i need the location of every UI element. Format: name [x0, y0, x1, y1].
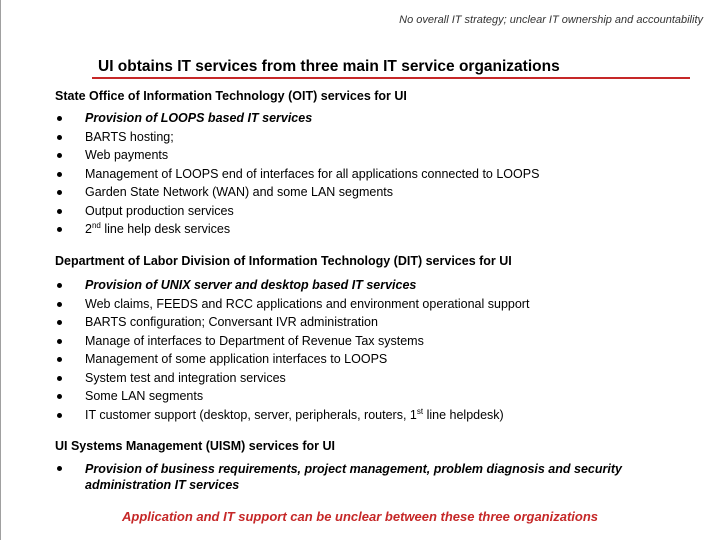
bullet-icon: [57, 153, 62, 158]
bullet-icon: [57, 172, 62, 177]
bullet-icon: [57, 283, 62, 288]
footer-conclusion: Application and IT support can be unclear between these three organizations: [121, 509, 599, 524]
uism-services-list: [55, 461, 645, 493]
list-item-text: BARTS configuration; Conversant IVR administration: [85, 315, 378, 329]
bullet-icon: [57, 413, 62, 418]
list-item: [55, 202, 539, 221]
section-heading-dit: Department of Labor Division of Information Technology (DIT) services for UI: [55, 254, 512, 268]
list-item-text: Provision of UNIX server and desktop based IT services: [85, 278, 417, 292]
list-item-text: Web claims, FEEDS and RCC applications and environment operational support: [85, 296, 530, 311]
list-item: [55, 165, 539, 184]
list-item-text: Garden State Network (WAN) and some LAN segments: [85, 185, 393, 199]
list-item: [55, 461, 645, 493]
bullet-icon: [57, 190, 62, 195]
ordinal-suffix: nd: [91, 220, 101, 230]
list-item: [55, 128, 539, 147]
list-item: [55, 313, 529, 332]
bullet-icon: [57, 320, 62, 325]
bullet-icon: [57, 466, 62, 471]
list-item: [55, 146, 539, 165]
list-item-text: BARTS hosting;: [85, 129, 174, 144]
ordinal-suffix: st: [416, 406, 424, 416]
bullet-icon: [57, 357, 62, 362]
list-item-text: Provision of business requirements, project management, problem diagnosis and security administration IT services: [85, 462, 622, 492]
bullet-icon: [57, 135, 62, 140]
list-item: [55, 387, 529, 406]
title-underline: [92, 77, 690, 79]
bullet-icon: [57, 394, 62, 399]
list-item-text: Provision of LOOPS based IT services: [85, 111, 313, 125]
page-title: UI obtains IT services from three main IT service organizations: [98, 58, 560, 75]
section-heading-oit: State Office of Information Technology (OIT) services for UI: [55, 89, 407, 103]
bullet-icon: [57, 302, 62, 307]
list-item-text: Management of some application interfaces to LOOPS: [85, 352, 388, 366]
list-item-text-suffix: line helpdesk): [423, 407, 504, 422]
list-item: [55, 276, 529, 295]
list-item-text-prefix: 2: [85, 222, 92, 236]
list-item: [55, 109, 539, 128]
left-border-line: [0, 0, 1, 540]
bullet-icon: [57, 339, 62, 344]
header-tagline: No overall IT strategy; unclear IT ownership and accountability: [399, 14, 703, 26]
list-item: [55, 406, 529, 425]
list-item: [55, 295, 529, 314]
oit-services-list: [55, 109, 539, 239]
list-item: [55, 183, 539, 202]
list-item: [55, 350, 529, 369]
bullet-icon: [57, 376, 62, 381]
dit-services-list: [55, 276, 529, 424]
list-item: [55, 220, 539, 239]
list-item: [55, 332, 529, 351]
list-item-text: Some LAN segments: [85, 389, 204, 403]
list-item-text: Management of LOOPS end of interfaces for all applications connected to LOOPS: [85, 166, 540, 181]
list-item-text: Manage of interfaces to Department of Revenue Tax systems: [85, 333, 424, 348]
list-item-text: Output production services: [85, 203, 234, 218]
bullet-icon: [57, 116, 62, 121]
bullet-icon: [57, 227, 62, 232]
list-item-text: System test and integration services: [85, 370, 286, 385]
list-item: [55, 369, 529, 388]
list-item-text-suffix: line help desk services: [100, 222, 231, 236]
bullet-icon: [57, 209, 62, 214]
section-heading-uism: UI Systems Management (UISM) services for UI: [55, 439, 335, 453]
list-item-text: Web payments: [85, 148, 169, 162]
list-item-text-prefix: IT customer support (desktop, server, peripherals, routers, 1: [85, 407, 417, 422]
